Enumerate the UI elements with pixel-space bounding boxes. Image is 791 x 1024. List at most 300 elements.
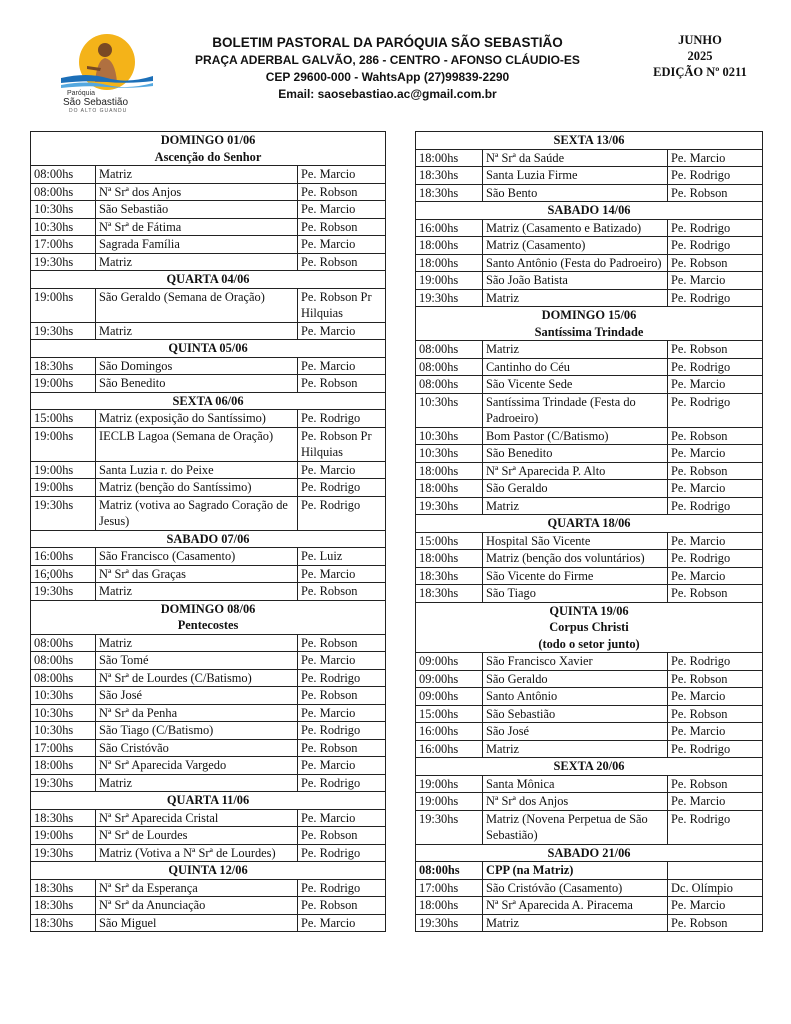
mass-place: Cantinho do Céu (483, 358, 668, 376)
mass-time: 19:30hs (416, 497, 483, 515)
day-header (31, 392, 386, 410)
schedule-row (31, 704, 386, 722)
schedule-row (416, 897, 763, 915)
mass-celebrant: Pe. Rodrigo (298, 496, 386, 530)
schedule-row (31, 565, 386, 583)
mass-place: São Cristóvão (96, 739, 298, 757)
mass-time: 08:00hs (416, 376, 483, 394)
mass-time: 10:30hs (31, 201, 96, 219)
mass-place: São José (96, 687, 298, 705)
schedule-row (31, 827, 386, 845)
mass-time: 17:00hs (31, 236, 96, 254)
day-subtitle: Santíssima Trindade (534, 324, 644, 339)
day-header-cell (31, 392, 386, 410)
mass-place: São Tomé (96, 652, 298, 670)
svg-text:Paróquia: Paróquia (67, 90, 96, 97)
day-title: SABADO 07/06 (166, 531, 250, 546)
schedule-row (416, 497, 763, 515)
mass-time: 10:30hs (31, 722, 96, 740)
mass-time: 18:30hs (31, 914, 96, 932)
mass-celebrant: Pe. Marcio (298, 461, 386, 479)
mass-time: 19:30hs (31, 844, 96, 862)
mass-place: Matriz (483, 740, 668, 758)
mass-celebrant: Pe. Robson (668, 427, 763, 445)
mass-celebrant: Pe. Rodrigo (668, 167, 763, 185)
schedule-row (416, 862, 763, 880)
schedule-row (31, 427, 386, 461)
schedule-row (416, 532, 763, 550)
day-header-cell (31, 530, 386, 548)
day-header (31, 600, 386, 634)
mass-place: Matriz (96, 634, 298, 652)
schedule-row (31, 774, 386, 792)
schedule-row (31, 844, 386, 862)
day-header-cell (31, 340, 386, 358)
schedule-row (416, 688, 763, 706)
mass-celebrant: Pe. Marcio (298, 565, 386, 583)
schedule-row (31, 914, 386, 932)
schedule-row (31, 201, 386, 219)
mass-place: São Miguel (96, 914, 298, 932)
day-header (416, 515, 763, 533)
day-header (416, 758, 763, 776)
mass-celebrant: Pe. Rodrigo (668, 810, 763, 844)
mass-celebrant: Pe. Robson (298, 218, 386, 236)
mass-celebrant: Pe. Robson (298, 634, 386, 652)
day-header-cell (416, 307, 763, 341)
mass-celebrant: Pe. Rodrigo (668, 289, 763, 307)
mass-celebrant: Pe. Rodrigo (668, 237, 763, 255)
mass-time: 18:00hs (416, 897, 483, 915)
mass-time: 09:00hs (416, 653, 483, 671)
schedule-row (31, 687, 386, 705)
mass-celebrant: Pe. Rodrigo (298, 879, 386, 897)
mass-place: São João Batista (483, 272, 668, 290)
mass-place: São Cristóvão (Casamento) (483, 879, 668, 897)
mass-time: 08:00hs (416, 862, 483, 880)
mass-celebrant: Pe. Rodrigo (298, 669, 386, 687)
schedule-row (416, 184, 763, 202)
mass-time: 18:00hs (416, 462, 483, 480)
schedule-row (31, 652, 386, 670)
schedule-row (31, 739, 386, 757)
mass-place: Nª Srª Aparecida A. Piracema (483, 897, 668, 915)
mass-celebrant: Pe. Robson (668, 341, 763, 359)
mass-time: 19:30hs (416, 914, 483, 932)
mass-celebrant: Dc. Olímpio (668, 879, 763, 897)
bulletin-header (175, 34, 600, 103)
schedule-row (416, 567, 763, 585)
mass-place: Nª Srª dos Anjos (483, 793, 668, 811)
schedule-row (416, 289, 763, 307)
schedule-row (31, 253, 386, 271)
schedule-row (416, 723, 763, 741)
mass-time: 15:00hs (31, 410, 96, 428)
mass-place: Matriz (votiva ao Sagrado Coração de Jesus) (96, 496, 298, 530)
schedule-row (416, 653, 763, 671)
mass-time: 18:00hs (416, 237, 483, 255)
day-header-cell (416, 758, 763, 776)
schedule-row (31, 166, 386, 184)
day-title: DOMINGO 08/06 (160, 601, 256, 616)
schedule-row (31, 496, 386, 530)
mass-place: Matriz (Casamento e Batizado) (483, 219, 668, 237)
mass-place: Matriz (Novena Perpetua de São Sebastião) (483, 810, 668, 844)
mass-place: Nª Srª dos Anjos (96, 183, 298, 201)
mass-time: 18:00hs (416, 254, 483, 272)
svg-text:São Sebastião: São Sebastião (63, 97, 129, 108)
mass-time: 19:00hs (31, 827, 96, 845)
day-title: SABADO 21/06 (547, 845, 631, 860)
day-title: QUARTA 18/06 (547, 516, 631, 530)
schedule-row (31, 183, 386, 201)
mass-time: 18:30hs (31, 357, 96, 375)
mass-time: 19:30hs (416, 289, 483, 307)
mass-celebrant: Pe. Rodrigo (298, 844, 386, 862)
schedule-row (31, 879, 386, 897)
mass-celebrant: Pe. Marcio (668, 532, 763, 550)
schedule-row (31, 410, 386, 428)
mass-celebrant: Pe. Marcio (298, 652, 386, 670)
schedule-row (416, 462, 763, 480)
mass-place: Matriz (Votiva a Nª Srª de Lourdes) (96, 844, 298, 862)
mass-celebrant: Pe. Robson (668, 670, 763, 688)
mass-time: 19:00hs (416, 775, 483, 793)
schedule-row (416, 272, 763, 290)
mass-time: 19:00hs (31, 479, 96, 497)
schedule-row (416, 149, 763, 167)
mass-place: Nª Srª da Saúde (483, 149, 668, 167)
schedule-row (416, 167, 763, 185)
mass-celebrant: Pe. Marcio (668, 723, 763, 741)
mass-celebrant: Pe. Rodrigo (668, 393, 763, 427)
day-header-cell (31, 600, 386, 634)
mass-place: Nª Srª das Graças (96, 565, 298, 583)
mass-celebrant: Pe. Rodrigo (298, 722, 386, 740)
day-header (31, 792, 386, 810)
mass-place: Nª Srª Aparecida Cristal (96, 809, 298, 827)
day-header (416, 132, 763, 150)
mass-place: Matriz (483, 914, 668, 932)
mass-time: 10:30hs (31, 218, 96, 236)
mass-time: 08:00hs (416, 358, 483, 376)
mass-celebrant: Pe. Marcio (298, 322, 386, 340)
mass-celebrant: Pe. Marcio (298, 166, 386, 184)
mass-time: 16:00hs (31, 548, 96, 566)
mass-place: São Geraldo (483, 670, 668, 688)
mass-place: São Geraldo (483, 480, 668, 498)
schedule-table-left (30, 131, 386, 932)
day-header-cell (416, 602, 763, 653)
mass-celebrant: Pe. Marcio (298, 809, 386, 827)
mass-time: 19:30hs (416, 810, 483, 844)
mass-celebrant: Pe. Rodrigo (668, 497, 763, 515)
mass-time: 15:00hs (416, 532, 483, 550)
mass-celebrant: Pe. Marcio (668, 897, 763, 915)
parish-logo (57, 32, 157, 114)
mass-place: São Sebastião (483, 705, 668, 723)
mass-place: Bom Pastor (C/Batismo) (483, 427, 668, 445)
mass-place: Matriz (96, 166, 298, 184)
day-header (31, 271, 386, 289)
edition-year: 2025 (687, 49, 713, 63)
mass-place: São José (483, 723, 668, 741)
schedule-row (416, 376, 763, 394)
mass-place: Santo Antônio (Festa do Padroeiro) (483, 254, 668, 272)
day-header (416, 844, 763, 862)
mass-place: São Vicente do Firme (483, 567, 668, 585)
mass-place: Nª Srª da Esperança (96, 879, 298, 897)
mass-time: 15:00hs (416, 705, 483, 723)
mass-time: 16:00hs (416, 723, 483, 741)
mass-time: 18:30hs (416, 585, 483, 603)
mass-celebrant: Pe. Rodrigo (668, 358, 763, 376)
mass-place: Matriz (Casamento) (483, 237, 668, 255)
svg-text:DO ALTO GUANDU: DO ALTO GUANDU (69, 108, 128, 114)
mass-celebrant: Pe. Marcio (298, 914, 386, 932)
schedule-row (416, 585, 763, 603)
schedule-row (31, 634, 386, 652)
mass-time: 10:30hs (416, 445, 483, 463)
mass-place: Santa Luzia Firme (483, 167, 668, 185)
mass-celebrant: Pe. Marcio (668, 567, 763, 585)
day-subtitle: Corpus Christi (549, 620, 629, 634)
parish-contact: CEP 29600-000 - WahtsApp (27)99839-2290 (265, 70, 510, 84)
day-header (416, 202, 763, 220)
mass-time: 19:00hs (31, 461, 96, 479)
mass-celebrant: Pe. Rodrigo (298, 410, 386, 428)
schedule-row (31, 669, 386, 687)
day-title: QUARTA 04/06 (166, 272, 250, 286)
mass-time: 18:00hs (416, 550, 483, 568)
day-header-cell (31, 792, 386, 810)
mass-celebrant: Pe. Luiz (298, 548, 386, 566)
mass-time: 18:30hs (416, 184, 483, 202)
mass-celebrant (668, 862, 763, 880)
schedule-row (416, 219, 763, 237)
schedule-row (31, 461, 386, 479)
schedule-row (31, 548, 386, 566)
schedule-row (31, 375, 386, 393)
mass-celebrant: Pe. Marcio (668, 480, 763, 498)
day-header (31, 530, 386, 548)
mass-place: Matriz (483, 341, 668, 359)
day-header-cell (416, 515, 763, 533)
mass-place: CPP (na Matriz) (483, 862, 668, 880)
schedule-row (31, 583, 386, 601)
day-title: QUINTA 19/06 (549, 603, 629, 618)
day-header-cell (31, 862, 386, 880)
mass-place: Matriz (96, 253, 298, 271)
mass-place: Matriz (96, 583, 298, 601)
mass-place: Santa Mônica (483, 775, 668, 793)
mass-celebrant: Pe. Robson (298, 739, 386, 757)
day-header-cell (416, 844, 763, 862)
mass-time: 18:30hs (31, 897, 96, 915)
schedule-row (31, 809, 386, 827)
mass-time: 17:00hs (416, 879, 483, 897)
mass-celebrant: Pe. Rodrigo (668, 550, 763, 568)
mass-place: São Francisco (Casamento) (96, 548, 298, 566)
mass-celebrant: Pe. Robson (668, 705, 763, 723)
mass-time: 18:00hs (416, 149, 483, 167)
mass-celebrant: Pe. Rodrigo (668, 740, 763, 758)
mass-celebrant: Pe. Robson (298, 827, 386, 845)
mass-place: Nª Srª de Fátima (96, 218, 298, 236)
mass-place: Nª Srª da Penha (96, 704, 298, 722)
mass-time: 18:30hs (31, 809, 96, 827)
mass-place: Sagrada Família (96, 236, 298, 254)
schedule-row (416, 358, 763, 376)
mass-time: 16;00hs (31, 565, 96, 583)
mass-time: 10:30hs (416, 393, 483, 427)
schedule-row (416, 670, 763, 688)
schedule-row (31, 236, 386, 254)
schedule-row (31, 757, 386, 775)
day-title: SEXTA 20/06 (553, 759, 625, 773)
mass-celebrant: Pe. Robson (668, 775, 763, 793)
mass-celebrant: Pe. Marcio (298, 704, 386, 722)
mass-place: Matriz (benção dos voluntários) (483, 550, 668, 568)
mass-time: 10:30hs (416, 427, 483, 445)
schedule-row (416, 879, 763, 897)
schedule-row (416, 341, 763, 359)
mass-celebrant: Pe. Robson (298, 897, 386, 915)
mass-celebrant: Pe. Robson (298, 375, 386, 393)
mass-time: 18:30hs (31, 879, 96, 897)
day-title: QUINTA 12/06 (168, 863, 248, 877)
mass-place: São Benedito (483, 445, 668, 463)
bulletin-title: BOLETIM PASTORAL DA PARÓQUIA SÃO SEBASTIÃO (212, 35, 563, 50)
mass-place: Matriz (exposição do Santíssimo) (96, 410, 298, 428)
mass-place: Matriz (483, 289, 668, 307)
day-title: SEXTA 13/06 (553, 133, 625, 147)
mass-celebrant: Pe. Robson (668, 914, 763, 932)
schedule-row (31, 479, 386, 497)
mass-celebrant: Pe. Robson (668, 184, 763, 202)
mass-time: 08:00hs (31, 183, 96, 201)
schedule-row (31, 897, 386, 915)
mass-place: Santa Luzia r. do Peixe (96, 461, 298, 479)
mass-place: Santo Antônio (483, 688, 668, 706)
mass-time: 18:30hs (416, 167, 483, 185)
mass-place: São Domingos (96, 357, 298, 375)
mass-time: 09:00hs (416, 688, 483, 706)
mass-place: Hospital São Vicente (483, 532, 668, 550)
day-header-cell (416, 202, 763, 220)
mass-time: 19:30hs (31, 322, 96, 340)
mass-celebrant: Pe. Marcio (668, 272, 763, 290)
day-header (31, 340, 386, 358)
edition-month: JUNHO (678, 33, 722, 47)
mass-time: 08:00hs (416, 341, 483, 359)
schedule-row (31, 722, 386, 740)
mass-time: 18:30hs (416, 567, 483, 585)
mass-place: Matriz (96, 322, 298, 340)
mass-time: 19:00hs (31, 288, 96, 322)
schedule-table-right (415, 131, 763, 932)
day-header-cell (31, 132, 386, 166)
mass-celebrant: Pe. Rodrigo (668, 219, 763, 237)
day-title: QUINTA 05/06 (168, 341, 248, 355)
schedule-row (416, 793, 763, 811)
schedule-row (31, 218, 386, 236)
mass-time: 19:30hs (31, 774, 96, 792)
mass-place: São Tiago (483, 585, 668, 603)
day-title: DOMINGO 01/06 (160, 133, 256, 147)
schedule-row (416, 237, 763, 255)
mass-celebrant: Pe. Robson (298, 253, 386, 271)
mass-place: Matriz (96, 774, 298, 792)
mass-place: São Tiago (C/Batismo) (96, 722, 298, 740)
mass-celebrant: Pe. Marcio (668, 688, 763, 706)
mass-time: 08:00hs (31, 634, 96, 652)
schedule-row (31, 357, 386, 375)
day-header (31, 132, 386, 166)
mass-place: IECLB Lagoa (Semana de Oração) (96, 427, 298, 461)
day-header-cell (416, 132, 763, 150)
mass-celebrant: Pe. Robson Pr Hilquias (298, 288, 386, 322)
mass-time: 10:30hs (31, 687, 96, 705)
mass-time: 19:00hs (31, 375, 96, 393)
mass-time: 18:00hs (31, 757, 96, 775)
mass-time: 18:00hs (416, 480, 483, 498)
mass-celebrant: Pe. Robson (298, 687, 386, 705)
mass-celebrant: Pe. Robson (298, 583, 386, 601)
schedule-row (416, 550, 763, 568)
schedule-row (31, 322, 386, 340)
mass-time: 19:30hs (31, 583, 96, 601)
mass-time: 19:30hs (31, 253, 96, 271)
mass-celebrant: Pe. Rodrigo (668, 653, 763, 671)
edition-info (640, 32, 760, 80)
edition-number: EDIÇÃO Nº 0211 (653, 65, 747, 79)
mass-time: 19:00hs (416, 793, 483, 811)
mass-celebrant: Pe. Robson (668, 585, 763, 603)
mass-place: São Benedito (96, 375, 298, 393)
day-header-cell (31, 271, 386, 289)
day-title: DOMINGO 15/06 (541, 308, 637, 322)
mass-celebrant: Pe. Marcio (298, 357, 386, 375)
mass-time: 16:00hs (416, 219, 483, 237)
schedule-row (31, 288, 386, 322)
schedule-row (416, 445, 763, 463)
mass-celebrant: Pe. Robson (298, 183, 386, 201)
mass-celebrant: Pe. Marcio (668, 445, 763, 463)
parish-email: Email: saosebastiao.ac@gmail.com.br (278, 87, 497, 101)
mass-place: Nª Srª de Lourdes (96, 827, 298, 845)
mass-place: Matriz (483, 497, 668, 515)
mass-time: 08:00hs (31, 166, 96, 184)
mass-place: Nª Srª Aparecida P. Alto (483, 462, 668, 480)
mass-celebrant: Pe. Robson Pr Hilquias (298, 427, 386, 461)
schedule-row (416, 810, 763, 844)
mass-time: 16:00hs (416, 740, 483, 758)
mass-place: Nª Srª da Anunciação (96, 897, 298, 915)
mass-time: 17:00hs (31, 739, 96, 757)
day-title: QUARTA 11/06 (166, 793, 250, 807)
mass-place: São Bento (483, 184, 668, 202)
day-title: SABADO 14/06 (547, 203, 631, 217)
mass-celebrant: Pe. Robson (668, 254, 763, 272)
mass-place: São Vicente Sede (483, 376, 668, 394)
schedule-row (416, 480, 763, 498)
day-subtitle: (todo o setor junto) (538, 636, 640, 651)
schedule-row (416, 427, 763, 445)
schedule-row (416, 705, 763, 723)
parish-address: PRAÇA ADERBAL GALVÃO, 286 - CENTRO - AFONSO CLÁUDIO-ES (195, 53, 580, 67)
schedule-row (416, 254, 763, 272)
